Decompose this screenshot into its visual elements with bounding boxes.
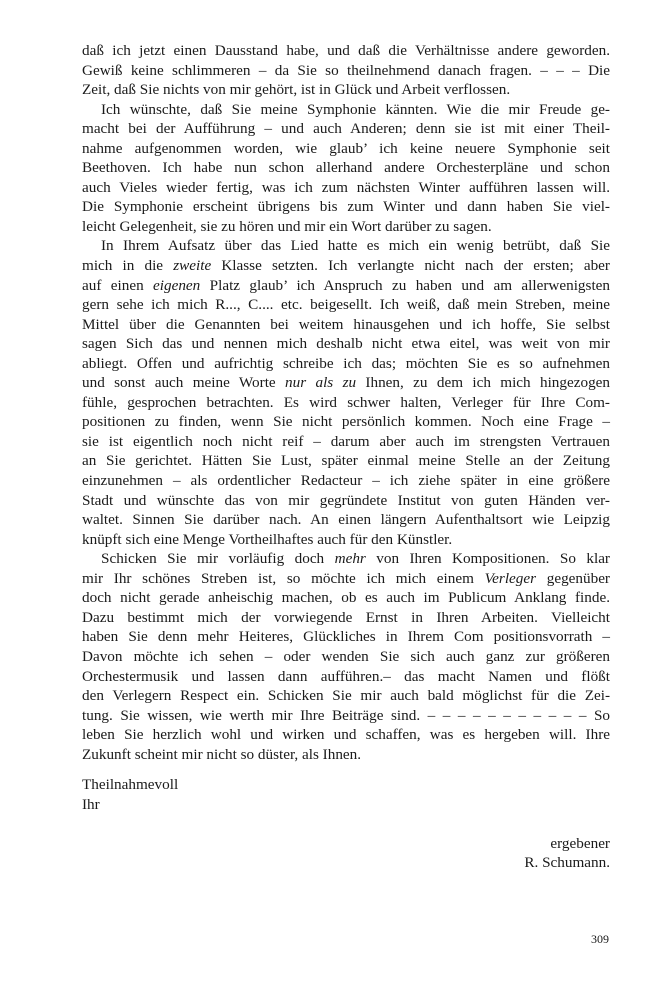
- text-run: sie ist eigentlich noch nicht reif – darum aber auch im strengsten Vertrauen: [82, 432, 610, 450]
- text-line: [82, 510, 610, 530]
- text-run: und sonst auch meine Worte: [82, 374, 286, 392]
- text-run: mir Ihr schönes Streben ist, so möchte ich mich einem: [82, 569, 485, 587]
- text-line: [82, 393, 610, 413]
- text-line: [82, 745, 610, 765]
- text-run: haben Sie denn mehr Heiteres, Glückliches in Ihrem Com positionsvorrath –: [82, 628, 610, 646]
- text-run: gegenüber: [536, 569, 610, 587]
- italic-text: Verleger: [484, 569, 537, 587]
- text-run: an Sie gerichtet. Hätten Sie Lust, später einmal meine Stelle an der Zeitung: [82, 452, 610, 470]
- text-line: [82, 334, 610, 354]
- text-line: [82, 569, 610, 589]
- text-line: [82, 588, 610, 608]
- text-run: tung. Sie wissen, wie werth mir Ihre Beiträge sind. – – – – – – – – – – – So: [82, 706, 610, 724]
- paragraph: [82, 41, 610, 100]
- text-run: Ihnen, zu dem ich mich hingezogen: [356, 374, 610, 392]
- text-line: [82, 451, 610, 471]
- text-line: [82, 178, 610, 198]
- text-run: Schicken Sie mir vorläufig doch: [101, 550, 335, 568]
- text-line: [82, 412, 610, 432]
- paragraph: [82, 100, 610, 237]
- text-run: Zeit, daß Sie nichts von mir gehört, ist in Glück und Arbeit verflossen.: [82, 81, 511, 99]
- text-run: auch Vieles wieder fertig, was ich zum nächsten Winter aufführen lassen will.: [82, 178, 610, 196]
- closing-ergebener: ergebener: [550, 834, 610, 852]
- text-run: Davon möchte ich sehen – oder wenden Sie sich auch ganz zur größeren: [82, 647, 610, 665]
- text-run: Orchestermusik und lassen dann aufführen.– das macht Namen und flößt: [82, 667, 610, 685]
- text-run: mich in die: [82, 257, 174, 275]
- text-run: Zukunft scheint mir nicht so düster, als Ihnen.: [82, 745, 362, 763]
- text-run: leben Sie herzlich wohl und wirken und schaffen, was es hergeben will. Ihre: [82, 726, 610, 744]
- text-line: [82, 706, 610, 726]
- text-line: [82, 491, 610, 511]
- text-run: den Verlegern Respect ein. Schicken Sie mir auch bald möglichst für die Zei-: [82, 687, 610, 705]
- text-line: [82, 725, 610, 745]
- text-line: [82, 530, 610, 550]
- text-run: daß ich jetzt einen Dausstand habe, und daß die Verhältnisse andere geworden.: [82, 42, 610, 59]
- text-line: [82, 41, 610, 61]
- text-line: [82, 217, 610, 237]
- text-run: doch nicht gerade anheischig machen, ob es auch im Publicum Anklang finde.: [82, 589, 610, 607]
- page-number: 309: [591, 932, 609, 946]
- text-line: [82, 295, 610, 315]
- closing-block: [82, 775, 610, 873]
- text-run: einzunehmen – als ordentlicher Redacteur – ich ziehe später in eine größere: [82, 472, 610, 490]
- text-line: [82, 667, 610, 687]
- text-run: nahme aufgenommen worden, wie glaub’ ich keine neuere Symphonie seit: [82, 139, 610, 157]
- text-run: waltet. Sinnen Sie darüber nach. An einen längern Aufenthaltsort wie Leipzig: [82, 511, 610, 529]
- text-line: [82, 315, 610, 335]
- text-run: auf einen: [82, 276, 154, 294]
- closing-ihr: Ihr: [82, 795, 100, 813]
- italic-text: mehr: [334, 550, 366, 568]
- text-line: [82, 608, 610, 628]
- text-line: [82, 139, 610, 159]
- text-run: fühle, gesprochen betrachten. Es wird schwer halten, Verleger für Ihre Com-: [82, 393, 610, 411]
- text-line: [82, 80, 610, 100]
- text-run: leicht Gelegenheit, sie zu hören und mir ein Wort darüber zu sagen.: [82, 217, 492, 235]
- closing-salutation: Theilnahmevoll: [82, 776, 179, 793]
- text-line: [82, 61, 610, 81]
- text-run: Gewiß keine schlimmeren – da Sie so theilnehmend danach fragen. – – – Die: [82, 61, 610, 79]
- text-line: [82, 686, 610, 706]
- paragraph: [82, 236, 610, 549]
- text-run: macht bei der Aufführung – und auch Anderen; denn sie ist mit einer Theil-: [82, 120, 610, 138]
- text-run: In Ihrem Aufsatz über das Lied hatte es mich ein wenig betrübt, daß Sie: [101, 237, 610, 255]
- text-line: [82, 100, 610, 120]
- text-line: [82, 432, 610, 452]
- text-line: [82, 119, 610, 139]
- text-line: [82, 549, 610, 569]
- italic-text: eigenen: [153, 276, 201, 294]
- paragraph: [82, 549, 610, 764]
- text-line: [82, 256, 610, 276]
- text-line: [82, 647, 610, 667]
- text-line: [82, 354, 610, 374]
- text-line: [82, 373, 610, 393]
- text-run: sagen Sich das und nennen mich deshalb nicht etwa eitel, was weit von mir: [82, 335, 610, 353]
- text-line: [82, 471, 610, 491]
- text-run: knüpft sich eine Menge Vortheilhaftes auch für den Künstler.: [82, 530, 453, 548]
- text-line: [82, 158, 610, 178]
- text-run: Die Symphonie erscheint übrigens bis zum Winter und dann haben Sie viel-: [82, 198, 610, 216]
- text-run: Klasse setzten. Ich verlangte nicht nach der ersten; aber: [211, 257, 610, 275]
- text-run: Platz glaub’ ich Anspruch zu haben und am allerwenigsten: [200, 276, 610, 294]
- text-run: Beethoven. Ich habe nun schon allerhand andere Orchesterpläne und schon: [82, 159, 610, 177]
- text-line: [82, 197, 610, 217]
- text-line: [82, 236, 610, 256]
- text-line: [82, 627, 610, 647]
- text-run: abliegt. Offen und aufrichtig schreibe ich das; möchten Sie es so aufnehmen: [82, 354, 610, 372]
- text-run: Stadt und wünschte das von mir gegründete Institut von guten Händen ver-: [82, 491, 610, 509]
- text-run: Mittel über die Genannten bei weitem hinausgehen und ich hoffe, Sie selbst: [82, 315, 610, 333]
- italic-text: nur als zu: [285, 374, 357, 392]
- text-run: gern sehe ich mich R..., C.... etc. beigesellt. Ich weiß, daß mein Streben, meine: [82, 296, 610, 314]
- italic-text: zweite: [173, 257, 212, 275]
- text-line: [82, 276, 610, 296]
- text-run: Dazu bestimmt mich der vorwiegende Ernst in Ihren Arbeiten. Vielleicht: [82, 608, 610, 626]
- text-run: von Ihren Kompositionen. So klar: [365, 550, 610, 568]
- signature: R. Schumann.: [524, 854, 610, 872]
- letter-body: [82, 41, 610, 764]
- text-run: positionen zu finden, wenn Sie nicht persönlich kommen. Noch eine Frage –: [82, 413, 610, 431]
- text-run: Ich wünschte, daß Sie meine Symphonie kännten. Wie die mir Freude ge-: [101, 100, 610, 118]
